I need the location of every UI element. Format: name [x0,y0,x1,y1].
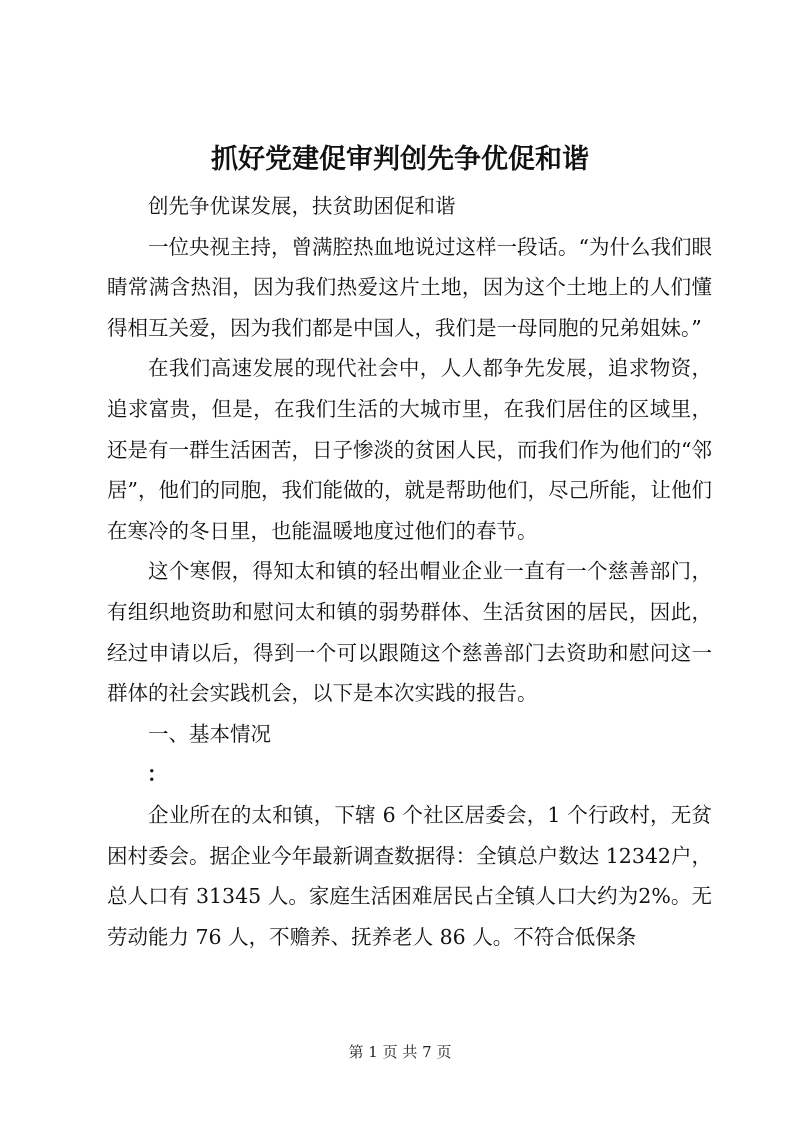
body-paragraph: 在我们高速发展的现代社会中，人人都争先发展，追求物资，追求富贵，但是，在我们生活的大城市里，在我们居住的区域里，还是有一群生活困苦，日子惨淡的贫困人民，而我们作为他们的“邻居”，他们的同胞，我们能做的，就是帮助他们，尽己所能，让他们在寒冷的冬日里，也能温暖地度过他们的春节。 [107,356,712,543]
document-title: 抓好党建促审判创先争优促和谐 [211,144,589,175]
section-heading: 一、基本情况 [148,721,271,746]
body-paragraph: 这个寒假，得知太和镇的轻出帽业企业一直有一个慈善部门，有组织地资助和慰问太和镇的弱势群体、生活贫困的居民，因此，经过申请以后，得到一个可以跟随这个慈善部门去资助和慰问这一群体的社会实践机会，以下是本次实践的报告。 [107,559,712,706]
document-body [107,186,712,957]
page-footer: 第 1 页 共 7 页 [348,1043,452,1061]
colon-line: ： [147,762,168,787]
subtitle-paragraph: 创先争优谋发展，扶贫助困促和谐 [148,194,456,218]
body-paragraph: 企业所在的太和镇，下辖 6 个社区居委会，1 个行政村，无贫困村委会。据企业今年最新调查数据得：全镇总户数达 12342户，总人口有 31345 人。家庭生活困难居民占全镇人口大约为2%。无劳动能力 76 人，不赡养、抚养老人 86 人。不符合低保条 [107,802,712,949]
body-paragraph: 一位央视主持，曾满腔热血地说过这样一段话。“为什么我们眼睛常满含热泪，因为我们热爱这片土地，因为这个土地上的人们懂得相互关爱，因为我们都是中国人，我们是一母同胞的兄弟姐妹。” [107,234,712,340]
